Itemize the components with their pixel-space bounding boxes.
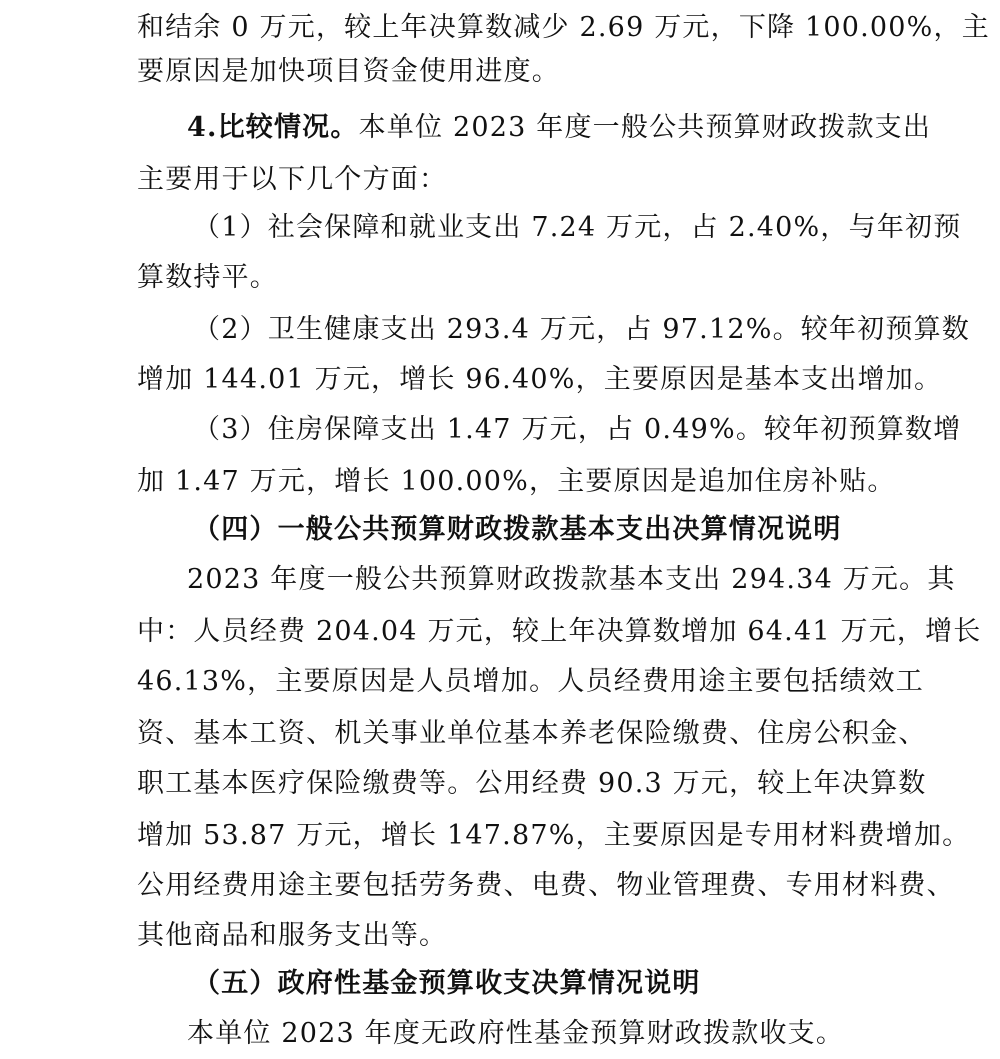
paragraph-line: 职工基本医疗保险缴费等。公用经费 90.3 万元，较上年决算数: [137, 768, 927, 799]
subheading: 4.比较情况。: [187, 112, 359, 143]
section-heading: （五）政府性基金预算收支决算情况说明: [193, 968, 701, 999]
list-item-line: 算数持平。: [137, 262, 278, 293]
section-line: [187, 108, 932, 148]
paragraph-line: 主要用于以下几个方面：: [137, 164, 448, 195]
paragraph-line: 其他商品和服务支出等。: [137, 920, 448, 951]
list-item-line: （3）住房保障支出 1.47 万元，占 0.49%。较年初预算数增: [193, 414, 962, 445]
paragraph-line: 增加 53.87 万元，增长 147.87%，主要原因是专用材料费增加。: [137, 820, 971, 851]
list-item-line: （1）社会保障和就业支出 7.24 万元，占 2.40%，与年初预: [193, 212, 962, 243]
paragraph-line: 资、基本工资、机关事业单位基本养老保险缴费、住房公积金、: [137, 718, 927, 749]
paragraph-line: 要原因是加快项目资金使用进度。: [137, 56, 560, 87]
paragraph-line: 2023 年度一般公共预算财政拨款基本支出 294.34 万元。其: [187, 564, 956, 595]
paragraph-line: 46.13%，主要原因是人员增加。人员经费用途主要包括绩效工: [137, 666, 924, 697]
paragraph-line: 中：人员经费 204.04 万元，较上年决算数增加 64.41 万元，增长: [137, 616, 982, 647]
list-item-line: 加 1.47 万元，增长 100.00%，主要原因是追加住房补贴。: [137, 466, 896, 497]
paragraph-line: 公用经费用途主要包括劳务费、电费、物业管理费、专用材料费、: [137, 870, 955, 901]
paragraph-line: 本单位 2023 年度无政府性基金预算财政拨款收支。: [187, 1018, 845, 1049]
list-item-line: 增加 144.01 万元，增长 96.40%，主要原因是基本支出增加。: [137, 364, 943, 395]
paragraph-line: 和结余 0 万元，较上年决算数减少 2.69 万元，下降 100.00%，主: [137, 12, 990, 43]
list-item-line: （2）卫生健康支出 293.4 万元，占 97.12%。较年初预算数: [193, 314, 970, 345]
paragraph-text: 本单位 2023 年度一般公共预算财政拨款支出: [358, 112, 932, 143]
section-heading: （四）一般公共预算财政拨款基本支出决算情况说明: [193, 514, 842, 545]
